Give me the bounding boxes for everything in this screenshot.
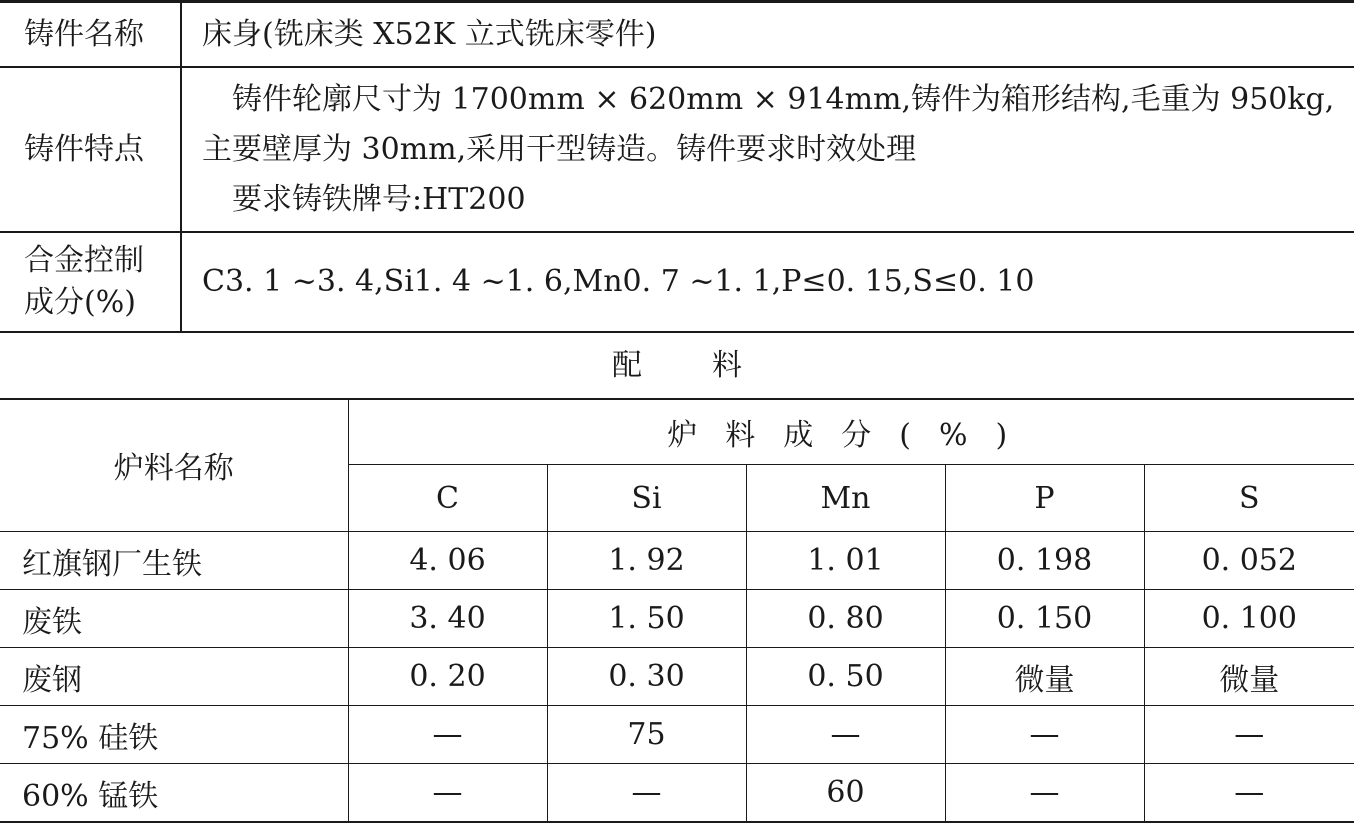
cell-mn: 1. 01	[746, 532, 945, 590]
feature-line-2: 主要壁厚为 30mm,采用干型铸造。铸件要求时效处理	[202, 131, 917, 167]
cell-si: 75	[547, 706, 746, 764]
alloy-label-line-1: 合金控制	[24, 243, 144, 278]
casting-name-label: 铸件名称	[0, 3, 181, 67]
table-row	[0, 648, 1354, 706]
column-header-mn: Mn	[746, 465, 945, 532]
cell-c: 3. 40	[348, 590, 547, 648]
composition-header: 炉料成分(%)	[348, 399, 1354, 465]
alloy-value: C3. 1 ~3. 4,Si1. 4 ~1. 6,Mn0. 7 ~1. 1,P≤0. 15,S≤0. 10	[181, 232, 1354, 332]
cell-c: 4. 06	[348, 532, 547, 590]
feature-line-1: 铸件轮廓尺寸为 1700mm × 620mm × 914mm,铸件为箱形结构,毛重为 950kg,	[232, 81, 1335, 117]
alloy-row	[0, 232, 1354, 332]
cell-p: 0. 198	[945, 532, 1144, 590]
cell-si: —	[547, 764, 746, 823]
table-row	[0, 532, 1354, 590]
cell-mn: 60	[746, 764, 945, 823]
row-name: 废铁	[0, 590, 348, 648]
column-header-p: P	[945, 465, 1144, 532]
row-name: 75% 硅铁	[0, 706, 348, 764]
charge-header-row-1	[0, 399, 1354, 465]
cell-c: —	[348, 706, 547, 764]
alloy-label	[0, 232, 181, 332]
section-title: 配料	[0, 333, 1354, 400]
cell-s: 0. 052	[1144, 532, 1354, 590]
cell-si: 1. 92	[547, 532, 746, 590]
casting-info-table	[0, 3, 1354, 333]
casting-feature-row	[0, 67, 1354, 232]
cell-mn: 0. 80	[746, 590, 945, 648]
cell-s: 微量	[1144, 648, 1354, 706]
table-row	[0, 706, 1354, 764]
casting-name-row	[0, 3, 1354, 67]
feature-line-3: 要求铸铁牌号:HT200	[232, 181, 526, 217]
charge-name-header: 炉料名称	[0, 399, 348, 532]
cell-p: —	[945, 706, 1144, 764]
cell-c: 0. 20	[348, 648, 547, 706]
cell-si: 0. 30	[547, 648, 746, 706]
casting-name-value: 床身(铣床类 X52K 立式铣床零件)	[181, 3, 1354, 67]
row-name: 红旗钢厂生铁	[0, 532, 348, 590]
casting-feature-value	[181, 67, 1354, 232]
casting-feature-label: 铸件特点	[0, 67, 181, 232]
table-row	[0, 590, 1354, 648]
alloy-label-line-2: 成分(%)	[24, 285, 136, 320]
cell-s: 0. 100	[1144, 590, 1354, 648]
cell-c: —	[348, 764, 547, 823]
charge-table	[0, 399, 1354, 823]
cell-p: —	[945, 764, 1144, 823]
column-header-c: C	[348, 465, 547, 532]
cell-p: 0. 150	[945, 590, 1144, 648]
cell-s: —	[1144, 764, 1354, 823]
row-name: 60% 锰铁	[0, 764, 348, 823]
table-row	[0, 764, 1354, 823]
cell-si: 1. 50	[547, 590, 746, 648]
cell-mn: 0. 50	[746, 648, 945, 706]
cell-s: —	[1144, 706, 1354, 764]
column-header-si: Si	[547, 465, 746, 532]
cell-p: 微量	[945, 648, 1144, 706]
column-header-s: S	[1144, 465, 1354, 532]
cell-mn: —	[746, 706, 945, 764]
row-name: 废钢	[0, 648, 348, 706]
